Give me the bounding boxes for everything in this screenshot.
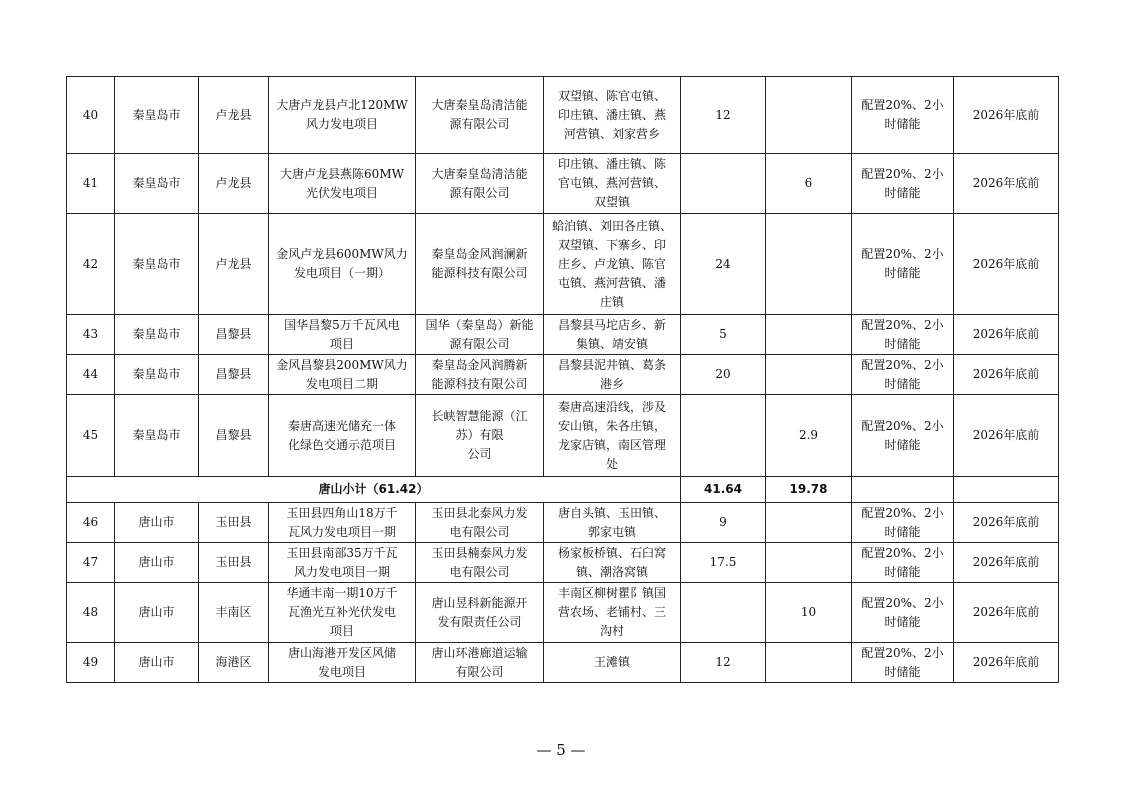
city-cell: 秦皇岛市 <box>115 315 199 355</box>
subtotal-row <box>67 477 1059 503</box>
row-number: 48 <box>67 583 115 643</box>
city-cell: 秦皇岛市 <box>115 214 199 315</box>
project-table <box>66 76 1059 683</box>
towns-cell: 蛤泊镇、刘田各庄镇、 双望镇、下寨乡、印 庄乡、卢龙镇、陈官 屯镇、燕河营镇、潘 庄镇 <box>544 214 681 315</box>
towns-cell: 秦唐高速沿线，涉及 安山镇，朱各庄镇， 龙家店镇，南区管理 处 <box>544 395 681 477</box>
wind-capacity-cell: 12 <box>681 643 766 683</box>
row-number: 49 <box>67 643 115 683</box>
towns-cell: 杨家板桥镇、石臼窝 镇、潮洛窝镇 <box>544 543 681 583</box>
towns-cell: 王滩镇 <box>544 643 681 683</box>
county-cell: 玉田县 <box>199 503 269 543</box>
company-cell: 长峡智慧能源（江 苏）有限 公司 <box>416 395 544 477</box>
subtotal-label: 唐山小计（61.42） <box>67 477 681 503</box>
project-name-cell: 玉田县南部35万千瓦 风力发电项目一期 <box>269 543 416 583</box>
row-number: 41 <box>67 154 115 214</box>
city-cell: 唐山市 <box>115 583 199 643</box>
row-number: 44 <box>67 355 115 395</box>
row-number: 46 <box>67 503 115 543</box>
project-name-cell: 唐山海港开发区风储 发电项目 <box>269 643 416 683</box>
storage-config-cell: 配置20%、2小 时储能 <box>852 543 954 583</box>
company-cell: 大唐秦皇岛清洁能 源有限公司 <box>416 154 544 214</box>
table-row <box>67 583 1059 643</box>
project-name-cell: 秦唐高速光储充一体 化绿色交通示范项目 <box>269 395 416 477</box>
project-name-cell: 金风卢龙县600MW风力 发电项目（一期） <box>269 214 416 315</box>
row-number: 42 <box>67 214 115 315</box>
city-cell: 秦皇岛市 <box>115 77 199 154</box>
table-row <box>67 214 1059 315</box>
city-cell: 秦皇岛市 <box>115 154 199 214</box>
deadline-cell: 2026年底前 <box>954 355 1059 395</box>
towns-cell: 丰南区柳树瞿阝镇国 营农场、老铺村、三 沟村 <box>544 583 681 643</box>
towns-cell: 唐自头镇、玉田镇、 郭家屯镇 <box>544 503 681 543</box>
city-cell: 秦皇岛市 <box>115 355 199 395</box>
deadline-cell: 2026年底前 <box>954 154 1059 214</box>
table-row <box>67 77 1059 154</box>
table-body <box>67 77 1059 683</box>
deadline-cell: 2026年底前 <box>954 214 1059 315</box>
page-number: — 5 — <box>536 741 586 759</box>
deadline-cell: 2026年底前 <box>954 643 1059 683</box>
county-cell: 卢龙县 <box>199 214 269 315</box>
solar-capacity-cell <box>766 355 852 395</box>
storage-config-cell: 配置20%、2小 时储能 <box>852 154 954 214</box>
table-row <box>67 395 1059 477</box>
subtotal-wind: 41.64 <box>681 477 766 503</box>
storage-config-cell: 配置20%、2小 时储能 <box>852 355 954 395</box>
storage-config-cell: 配置20%、2小 时储能 <box>852 214 954 315</box>
county-cell: 昌黎县 <box>199 355 269 395</box>
solar-capacity-cell <box>766 77 852 154</box>
towns-cell: 昌黎县泥井镇、葛条 港乡 <box>544 355 681 395</box>
company-cell: 国华（秦皇岛）新能 源有限公司 <box>416 315 544 355</box>
company-cell: 唐山昱科新能源开 发有限责任公司 <box>416 583 544 643</box>
table-row <box>67 543 1059 583</box>
subtotal-storage-empty <box>852 477 954 503</box>
project-name-cell: 华通丰南一期10万千 瓦渔光互补光伏发电 项目 <box>269 583 416 643</box>
storage-config-cell: 配置20%、2小 时储能 <box>852 395 954 477</box>
county-cell: 昌黎县 <box>199 395 269 477</box>
county-cell: 昌黎县 <box>199 315 269 355</box>
storage-config-cell: 配置20%、2小 时储能 <box>852 503 954 543</box>
wind-capacity-cell <box>681 395 766 477</box>
subtotal-solar: 19.78 <box>766 477 852 503</box>
deadline-cell: 2026年底前 <box>954 543 1059 583</box>
company-cell: 秦皇岛金风润腾新 能源科技有限公司 <box>416 355 544 395</box>
table-row <box>67 503 1059 543</box>
company-cell: 唐山环港廊道运输 有限公司 <box>416 643 544 683</box>
row-number: 40 <box>67 77 115 154</box>
company-cell: 玉田县楠泰风力发 电有限公司 <box>416 543 544 583</box>
solar-capacity-cell <box>766 643 852 683</box>
wind-capacity-cell: 12 <box>681 77 766 154</box>
county-cell: 卢龙县 <box>199 154 269 214</box>
wind-capacity-cell: 5 <box>681 315 766 355</box>
deadline-cell: 2026年底前 <box>954 77 1059 154</box>
project-name-cell: 国华昌黎5万千瓦风电 项目 <box>269 315 416 355</box>
towns-cell: 印庄镇、潘庄镇、陈 官屯镇、燕河营镇、 双望镇 <box>544 154 681 214</box>
deadline-cell: 2026年底前 <box>954 503 1059 543</box>
county-cell: 玉田县 <box>199 543 269 583</box>
wind-capacity-cell: 24 <box>681 214 766 315</box>
solar-capacity-cell: 6 <box>766 154 852 214</box>
project-name-cell: 大唐卢龙县燕陈60MW 光伏发电项目 <box>269 154 416 214</box>
solar-capacity-cell <box>766 543 852 583</box>
solar-capacity-cell: 10 <box>766 583 852 643</box>
county-cell: 丰南区 <box>199 583 269 643</box>
towns-cell: 双望镇、陈官屯镇、 印庄镇、潘庄镇、燕 河营镇、刘家营乡 <box>544 77 681 154</box>
storage-config-cell: 配置20%、2小 时储能 <box>852 583 954 643</box>
row-number: 45 <box>67 395 115 477</box>
city-cell: 唐山市 <box>115 643 199 683</box>
deadline-cell: 2026年底前 <box>954 315 1059 355</box>
solar-capacity-cell <box>766 503 852 543</box>
storage-config-cell: 配置20%、2小 时储能 <box>852 643 954 683</box>
table-row <box>67 643 1059 683</box>
solar-capacity-cell: 2.9 <box>766 395 852 477</box>
row-number: 47 <box>67 543 115 583</box>
company-cell: 玉田县北泰风力发 电有限公司 <box>416 503 544 543</box>
row-number: 43 <box>67 315 115 355</box>
company-cell: 秦皇岛金风润澜新 能源科技有限公司 <box>416 214 544 315</box>
deadline-cell: 2026年底前 <box>954 395 1059 477</box>
subtotal-deadline-empty <box>954 477 1059 503</box>
project-name-cell: 玉田县四角山18万千 瓦风力发电项目一期 <box>269 503 416 543</box>
wind-capacity-cell: 20 <box>681 355 766 395</box>
solar-capacity-cell <box>766 315 852 355</box>
deadline-cell: 2026年底前 <box>954 583 1059 643</box>
wind-capacity-cell: 17.5 <box>681 543 766 583</box>
table-row <box>67 154 1059 214</box>
storage-config-cell: 配置20%、2小 时储能 <box>852 315 954 355</box>
county-cell: 海港区 <box>199 643 269 683</box>
project-name-cell: 金风昌黎县200MW风力 发电项目二期 <box>269 355 416 395</box>
city-cell: 秦皇岛市 <box>115 395 199 477</box>
company-cell: 大唐秦皇岛清洁能 源有限公司 <box>416 77 544 154</box>
table-row <box>67 355 1059 395</box>
city-cell: 唐山市 <box>115 503 199 543</box>
project-name-cell: 大唐卢龙县卢北120MW 风力发电项目 <box>269 77 416 154</box>
towns-cell: 昌黎县马坨店乡、新 集镇、靖安镇 <box>544 315 681 355</box>
city-cell: 唐山市 <box>115 543 199 583</box>
table-row <box>67 315 1059 355</box>
county-cell: 卢龙县 <box>199 77 269 154</box>
wind-capacity-cell <box>681 154 766 214</box>
storage-config-cell: 配置20%、2小 时储能 <box>852 77 954 154</box>
wind-capacity-cell <box>681 583 766 643</box>
wind-capacity-cell: 9 <box>681 503 766 543</box>
solar-capacity-cell <box>766 214 852 315</box>
